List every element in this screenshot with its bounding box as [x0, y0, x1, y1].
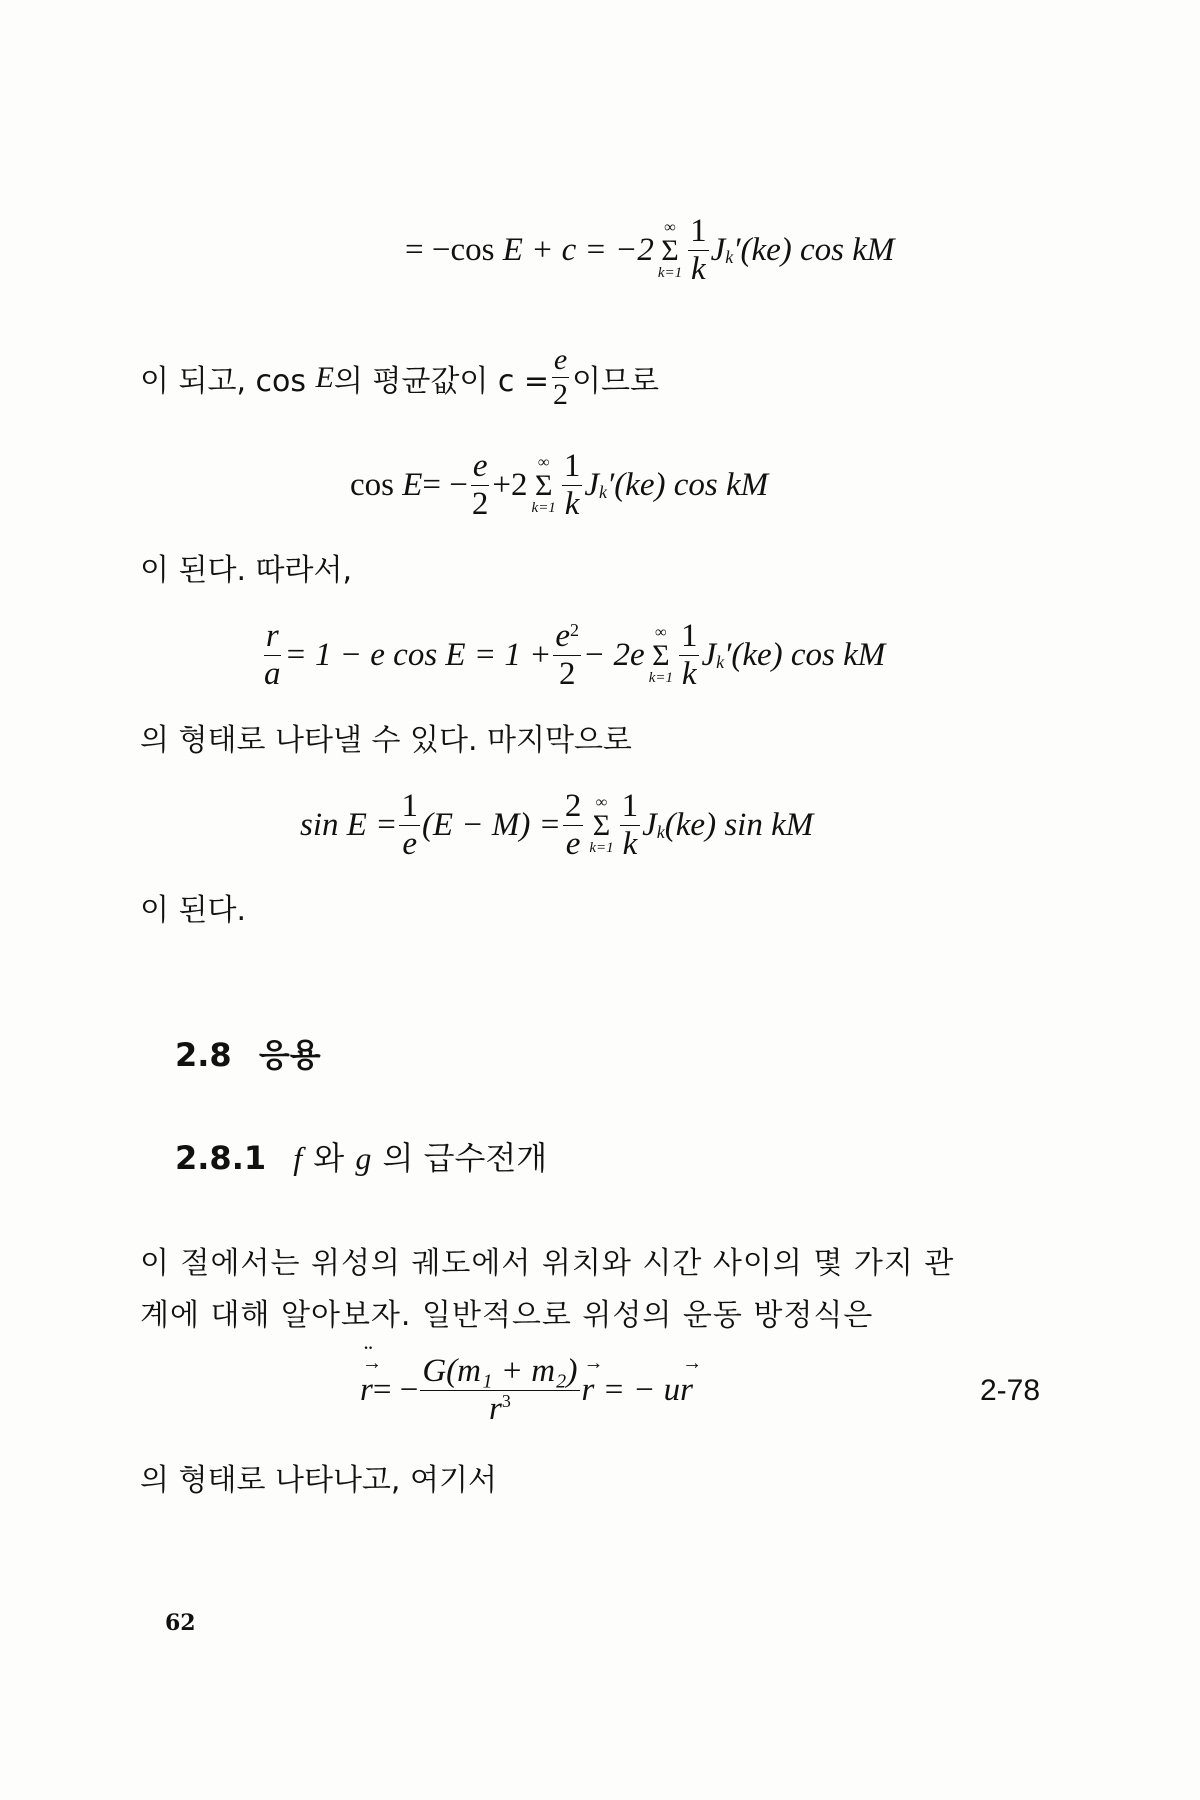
subsection-f: f	[293, 1140, 303, 1176]
eq2-sum-sigma: Σ	[534, 469, 553, 502]
eq3-sum-sigma: Σ	[652, 639, 670, 672]
eq5-r-vec-2: → r	[680, 1372, 693, 1409]
eq2-f-num: 1	[563, 448, 581, 484]
eq4-sum-sigma: Σ	[592, 809, 611, 842]
eq1-J: J	[710, 232, 726, 268]
subsection-title-rest: 의 급수전개	[382, 1139, 548, 1177]
paragraph-3: 의 형태로 나타낼 수 있다. 마지막으로	[140, 723, 632, 758]
eq4-f2-num: 2	[564, 788, 582, 824]
eq2-plus2: +2	[492, 467, 528, 503]
eq1-fraction	[688, 215, 709, 286]
eq4-fraction-1k	[620, 790, 641, 861]
eq5-r-vec: → r	[582, 1372, 595, 1409]
eq2-f-den: k	[564, 486, 580, 522]
eq4-fraction-2e	[563, 790, 584, 861]
eq3-frac-den: a	[264, 656, 281, 692]
subsection-wa: 와	[313, 1139, 345, 1177]
eq1-plus-c: + c = −2	[531, 232, 654, 268]
eq1-E: E	[502, 232, 523, 268]
eq5-r-ddot: → r ¨	[360, 1372, 373, 1409]
eq4-f2-den: e	[565, 826, 581, 862]
eq2-E: E	[402, 467, 423, 503]
eq2-fraction-1k	[562, 450, 583, 521]
p1-after: 이므로	[572, 363, 659, 399]
eq3-f3-den: k	[681, 656, 697, 692]
eq2-eq: = −	[422, 467, 468, 503]
eq5-fraction	[420, 1355, 579, 1426]
equation-3	[260, 620, 885, 691]
p1-fraction	[551, 345, 570, 410]
section-title: 응용	[258, 1036, 321, 1074]
p1-before: 이 되고, cos	[140, 363, 307, 399]
eq3-f2-num: e	[555, 618, 571, 654]
eq3-J: J	[701, 637, 717, 673]
eq1-frac-num: 1	[690, 213, 707, 249]
paragraph-5: 의 형태로 나타나고, 여기서	[140, 1463, 497, 1498]
paragraph-4: 이 된다.	[140, 893, 247, 928]
body-line-1: 이 절에서는 위성의 궤도에서 위치와 시간 사이의 몇 가지 관	[140, 1246, 955, 1281]
eq4-fraction-1e	[399, 790, 420, 861]
paragraph-1	[140, 345, 659, 410]
eq3-fraction-ra	[262, 620, 283, 691]
eq4-f3-num: 1	[621, 788, 639, 824]
eq4-sum-bottom: k=1	[589, 840, 614, 856]
eq4-sum-top: ∞	[595, 794, 608, 811]
eq5-eq2: = − u	[602, 1372, 681, 1408]
eq2-fraction-e2	[470, 450, 491, 521]
eq3-tail: ′(ke) cos kM	[724, 637, 886, 673]
eq1-frac-den: k	[691, 251, 706, 287]
equation-2	[350, 450, 768, 521]
eq4-J-sub: k	[656, 822, 665, 842]
p1-frac-den: 2	[553, 378, 569, 411]
eq1-sum-top: ∞	[664, 219, 676, 236]
eq4-f1-num: 1	[401, 788, 418, 824]
eq1-sum-sigma: Σ	[661, 234, 679, 267]
eq1-summation	[658, 220, 682, 281]
eq2-J: J	[584, 467, 599, 503]
eq3-fraction-e2-2	[553, 620, 581, 691]
eq1-sum-bottom: k=1	[657, 265, 683, 281]
eq3-minus2e: − 2e	[583, 637, 645, 673]
eq3-f3-num: 1	[680, 618, 698, 654]
eq3-f2-den: 2	[558, 656, 576, 692]
eq4-summation	[589, 795, 613, 856]
paragraph-2: 이 된다. 따라서,	[140, 553, 353, 588]
section-heading	[175, 1030, 321, 1076]
subsection-heading	[175, 1133, 547, 1179]
p1-E: E	[315, 360, 334, 394]
equation-1	[405, 215, 894, 286]
eq4-f1-den: e	[402, 826, 418, 862]
eq4-tail: (ke) sin kM	[664, 807, 814, 843]
eq1-J-sub: k	[725, 247, 734, 267]
p1-frac-num: e	[553, 343, 568, 376]
eq1-lead: = −cos	[405, 232, 495, 268]
page-number: 62	[165, 1610, 196, 1636]
eq5-eq: = −	[372, 1372, 419, 1408]
eq5-num: G(m₁ + m₂)	[422, 1353, 578, 1389]
eq3-sum-bottom: k=1	[648, 670, 673, 686]
eq5-den-r: r	[489, 1391, 502, 1427]
subsection-number: 2.8.1	[175, 1139, 267, 1177]
eq2-tail: ′(ke) cos kM	[606, 467, 769, 503]
eq4-lead: sin E =	[300, 807, 398, 843]
equation-5	[360, 1355, 1040, 1426]
eq3-mid: = 1 − e cos E = 1 +	[284, 637, 552, 673]
eq2-sum-top: ∞	[537, 454, 550, 471]
eq4-mid: (E − M) =	[421, 807, 561, 843]
eq2-frac-den: 2	[471, 486, 489, 522]
eq3-frac-num: r	[265, 618, 279, 654]
eq2-J-sub: k	[598, 482, 607, 502]
equation-4	[300, 790, 813, 861]
eq3-f2-sup: 2	[570, 620, 580, 640]
eq2-lead: cos	[350, 467, 394, 503]
eq3-J-sub: k	[716, 652, 725, 672]
eq2-frac-num: e	[472, 448, 488, 484]
eq3-summation	[649, 625, 673, 686]
eq3-sum-top: ∞	[655, 624, 667, 641]
body-line-2: 계에 대해 알아보자. 일반적으로 위성의 운동 방정식은	[140, 1298, 874, 1333]
eq1-tail: ′(ke) cos kM	[733, 232, 895, 268]
eq2-summation	[532, 455, 556, 516]
eq2-sum-bottom: k=1	[531, 500, 556, 516]
subsection-g: g	[355, 1140, 372, 1176]
p1-mid: 의 평균값이 c =	[333, 363, 550, 399]
eq4-J: J	[642, 807, 657, 843]
equation-number: 2-78	[979, 1373, 1040, 1407]
section-number: 2.8	[175, 1036, 232, 1074]
eq3-fraction-1k	[679, 620, 700, 691]
eq4-f3-den: k	[622, 826, 638, 862]
eq5-den-sup: 3	[501, 1391, 511, 1411]
